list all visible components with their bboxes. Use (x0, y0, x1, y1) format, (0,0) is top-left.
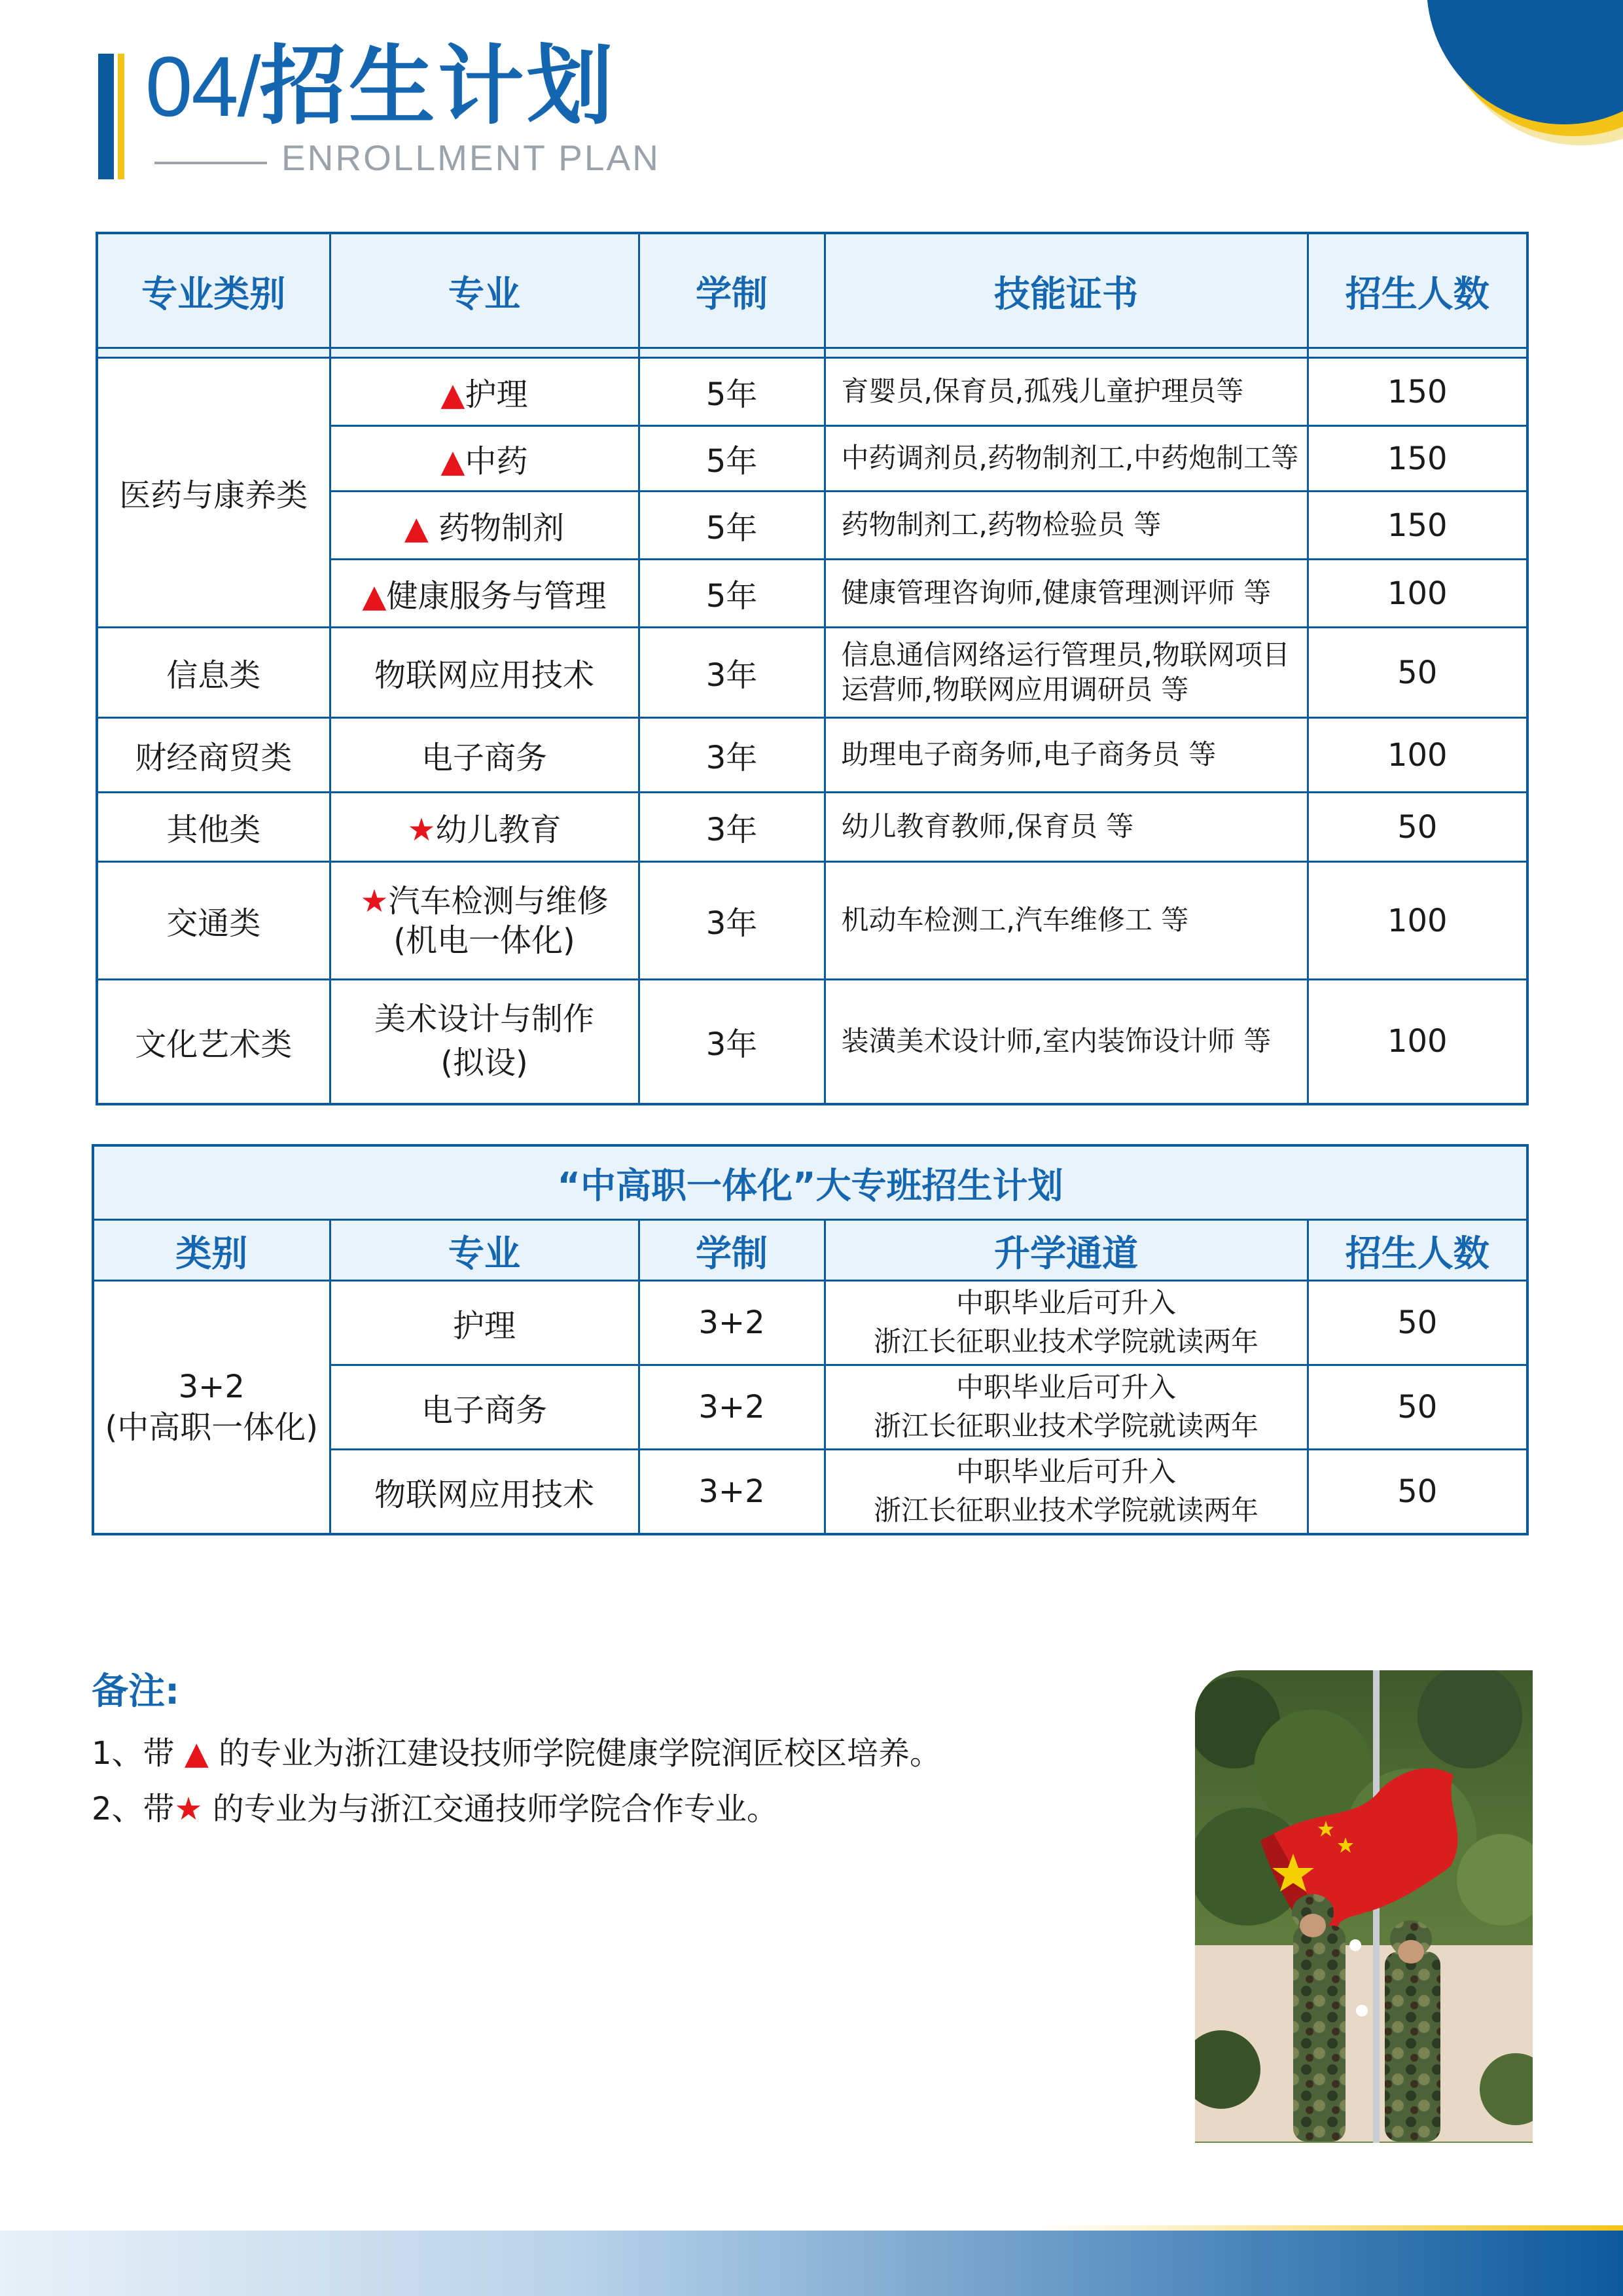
category-cell: 交通类 (97, 862, 330, 980)
category-cell: 3+2 (中高职一体化) (93, 1281, 330, 1535)
major-cell: ▲护理 (330, 358, 639, 426)
col-header-count: 招生人数 (1308, 233, 1527, 348)
triangle-mark-icon: ▲ (440, 443, 465, 480)
count-cell: 150 (1308, 358, 1527, 426)
note-2: 2、带★ 的专业为与浙江交通技师学院合作专业。 (92, 1791, 778, 1827)
category-cell: 信息类 (97, 628, 330, 718)
star-mark-icon: ★ (174, 1791, 203, 1827)
header-spacer-row (97, 348, 1527, 358)
certificate-cell: 幼儿教育教师,保育员 等 (825, 793, 1308, 862)
title-accent-bar (98, 54, 114, 179)
certificate-cell: 药物制剂工,药物检验员 等 (825, 492, 1308, 560)
years-cell: 3+2 (639, 1450, 825, 1535)
years-cell: 5年 (639, 492, 825, 560)
years-cell: 3+2 (639, 1365, 825, 1450)
years-cell: 3年 (639, 718, 825, 793)
table-caption-row (93, 1145, 1527, 1220)
col-header-major: 专业 (330, 233, 639, 348)
table-caption: “中高职一体化”大专班招生计划 (93, 1145, 1527, 1220)
certificate-cell: 机动车检测工,汽车维修工 等 (825, 862, 1308, 980)
certificate-cell: 中药调剂员,药物制剂工,中药炮制工等 (825, 426, 1308, 492)
col-header-certificate: 技能证书 (825, 233, 1308, 348)
major-cell: ▲ 药物制剂 (330, 492, 639, 560)
page-subtitle: ENROLLMENT PLAN (281, 137, 660, 178)
major-cell: 美术设计与制作 (拟设) (330, 980, 639, 1104)
table-row (97, 980, 1527, 1104)
major-cell: ▲健康服务与管理 (330, 560, 639, 628)
count-cell: 100 (1308, 560, 1527, 628)
major-cell: ▲中药 (330, 426, 639, 492)
major-cell: 护理 (330, 1281, 639, 1365)
flag-raising-photo (1195, 1670, 1533, 2143)
count-cell: 50 (1308, 1450, 1527, 1535)
major-cell: 物联网应用技术 (330, 1450, 639, 1535)
certificate-cell: 育婴员,保育员,孤残儿童护理员等 (825, 358, 1308, 426)
triangle-mark-icon: ▲ (440, 376, 465, 413)
table-row (97, 718, 1527, 793)
table-row (97, 358, 1527, 426)
star-mark-icon: ★ (360, 882, 389, 920)
enrollment-table (96, 232, 1529, 1105)
subtitle-divider (154, 162, 267, 164)
footer-accent (1034, 2225, 1623, 2231)
col-header-category: 专业类别 (97, 233, 330, 348)
certificate-cell: 健康管理咨询师,健康管理测评师 等 (825, 560, 1308, 628)
category-cell: 文化艺术类 (97, 980, 330, 1104)
title-accent-bar-yellow (118, 54, 124, 179)
table-row (97, 862, 1527, 980)
col-header-pathway: 升学通道 (825, 1220, 1308, 1281)
notes-title: 备注: (92, 1670, 180, 1713)
certificate-cell: 装潢美术设计师,室内装饰设计师 等 (825, 980, 1308, 1104)
table-row (93, 1281, 1527, 1365)
table-header-row (93, 1220, 1527, 1281)
col-header-years: 学制 (639, 233, 825, 348)
star-mark-icon: ★ (407, 812, 436, 848)
count-cell: 50 (1308, 1365, 1527, 1450)
col-header-count: 招生人数 (1308, 1220, 1527, 1281)
triangle-mark-icon: ▲ (184, 1735, 209, 1772)
page-title: 04/招生计划 (145, 36, 616, 137)
corner-decoration (1427, 0, 1623, 124)
pathway-cell: 中职毕业后可升入 浙江长征职业技术学院就读两年 (825, 1281, 1308, 1365)
category-cell: 财经商贸类 (97, 718, 330, 793)
count-cell: 50 (1308, 628, 1527, 718)
major-cell: 电子商务 (330, 718, 639, 793)
category-cell: 其他类 (97, 793, 330, 862)
category-cell: 医药与康养类 (97, 358, 330, 628)
years-cell: 3年 (639, 793, 825, 862)
years-cell: 5年 (639, 560, 825, 628)
count-cell: 100 (1308, 718, 1527, 793)
table-row (97, 628, 1527, 718)
count-cell: 150 (1308, 426, 1527, 492)
count-cell: 100 (1308, 862, 1527, 980)
count-cell: 100 (1308, 980, 1527, 1104)
footer-band (0, 2231, 1623, 2296)
count-cell: 50 (1308, 1281, 1527, 1365)
major-cell: ★幼儿教育 (330, 793, 639, 862)
major-cell: 物联网应用技术 (330, 628, 639, 718)
pathway-cell: 中职毕业后可升入 浙江长征职业技术学院就读两年 (825, 1365, 1308, 1450)
major-cell: ★汽车检测与维修 (机电一体化) (330, 862, 639, 980)
note-1: 1、带 ▲ 的专业为浙江建设技师学院健康学院润匠校区培养。 (92, 1735, 941, 1772)
college-program-table (92, 1144, 1529, 1535)
table-row (97, 793, 1527, 862)
years-cell: 3年 (639, 980, 825, 1104)
col-header-category: 类别 (93, 1220, 330, 1281)
years-cell: 5年 (639, 358, 825, 426)
count-cell: 150 (1308, 492, 1527, 560)
triangle-mark-icon: ▲ (362, 578, 387, 615)
years-cell: 3年 (639, 862, 825, 980)
table-header-row (97, 233, 1527, 348)
major-cell: 电子商务 (330, 1365, 639, 1450)
years-cell: 3+2 (639, 1281, 825, 1365)
col-header-years: 学制 (639, 1220, 825, 1281)
col-header-major: 专业 (330, 1220, 639, 1281)
years-cell: 5年 (639, 426, 825, 492)
count-cell: 50 (1308, 793, 1527, 862)
years-cell: 3年 (639, 628, 825, 718)
certificate-cell: 助理电子商务师,电子商务员 等 (825, 718, 1308, 793)
triangle-mark-icon: ▲ (404, 510, 429, 547)
certificate-cell: 信息通信网络运行管理员,物联网项目 运营师,物联网应用调研员 等 (825, 628, 1308, 718)
pathway-cell: 中职毕业后可升入 浙江长征职业技术学院就读两年 (825, 1450, 1308, 1535)
